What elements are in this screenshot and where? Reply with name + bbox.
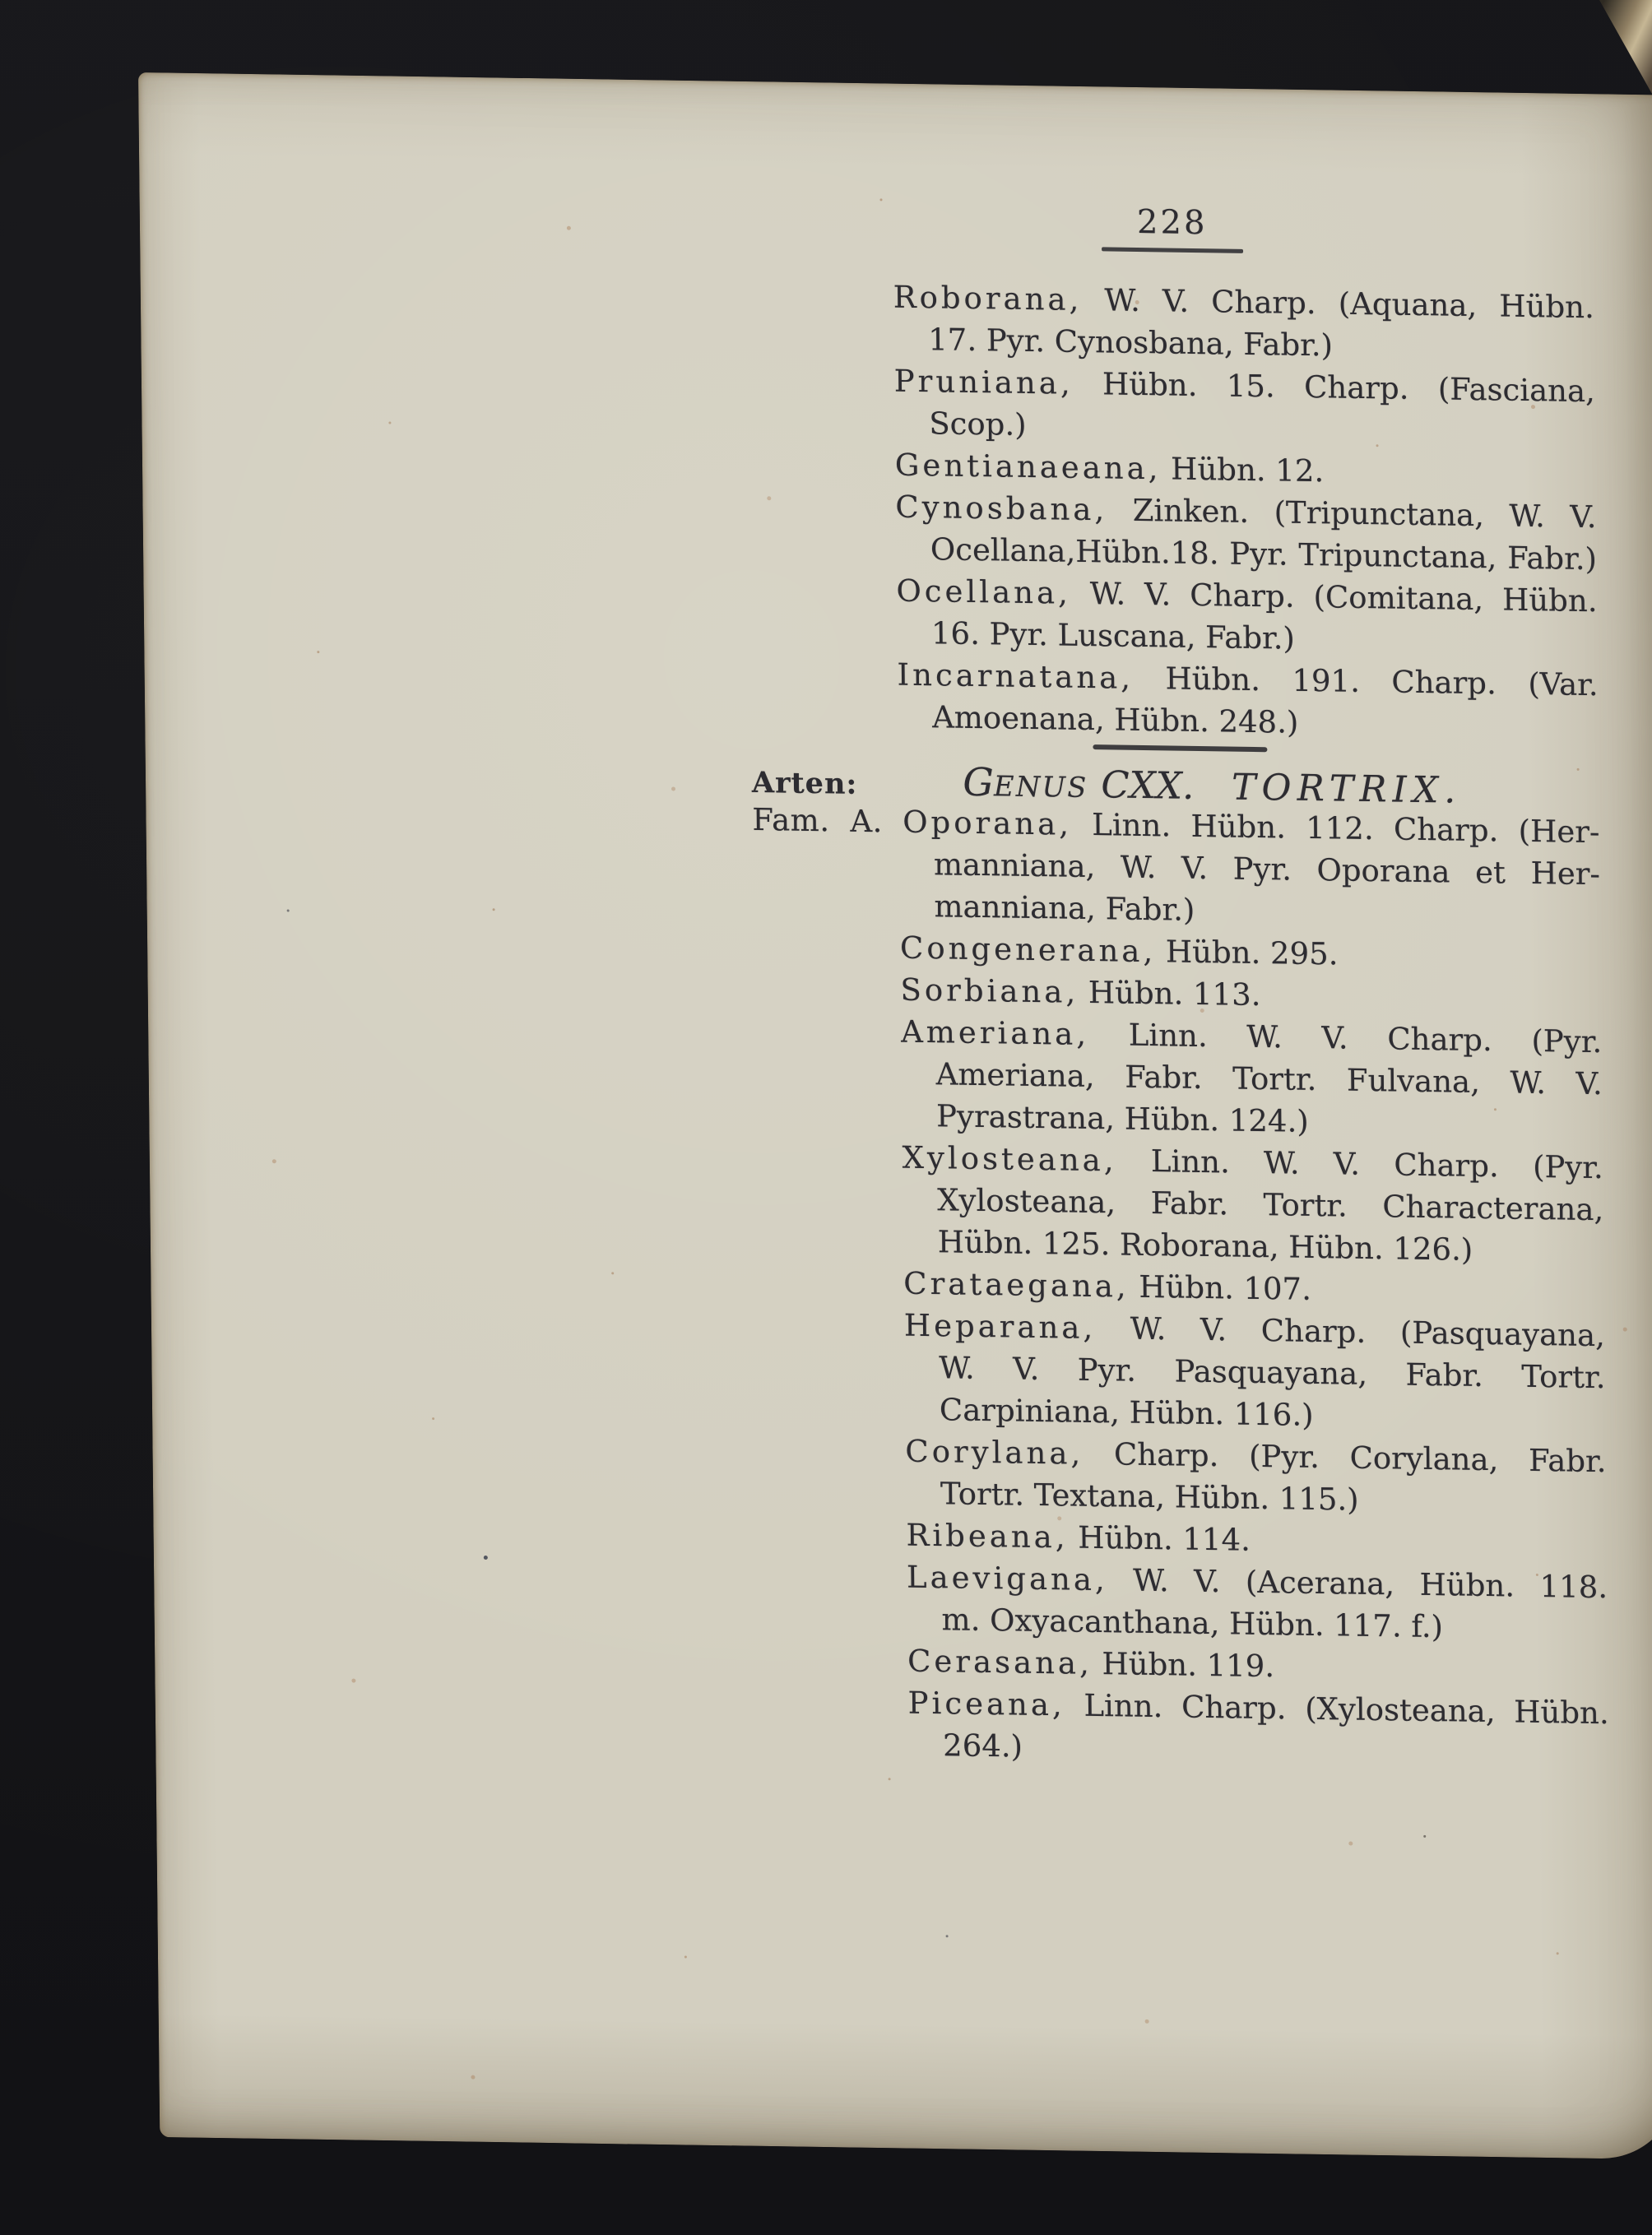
species-references: Hübn. 107. — [1139, 1268, 1312, 1307]
species-name: Corylana, — [905, 1433, 1084, 1472]
species-name: Oporana, — [902, 804, 1073, 842]
page-number: 228 — [1136, 202, 1208, 243]
species-references: W. V. Charp. (Comitana, Hübn. — [1089, 576, 1598, 619]
species-name: Crataegana, — [903, 1265, 1130, 1305]
species-references: Hübn. 295. — [1165, 934, 1339, 972]
genus-number: CXX. — [1101, 763, 1195, 808]
species-name: Incarnatana, — [897, 656, 1135, 696]
entry-continuation: m. Oxyacanthana, Hübn. 117. f.) — [941, 1602, 1444, 1645]
species-name: Cynosbana, — [895, 489, 1108, 528]
species-name: Congenerana, — [899, 930, 1157, 970]
entry-continuation: Carpiniana, Hübn. 116.) — [939, 1392, 1314, 1433]
species-name: Roborana, — [893, 279, 1083, 318]
species-references: Zinken. (Tripunctana, W. V. — [1132, 492, 1597, 536]
entry-continuation: Ocellana,Hübn.18. Pyr. Tripunctana, Fabr.) — [930, 531, 1598, 577]
species-references: Linn. Hübn. 112. Charp. (Her- — [1092, 807, 1600, 851]
species-name: Gentianaeana, — [894, 447, 1162, 487]
species-references: Hübn. 191. Charp. (Var. — [1165, 661, 1599, 703]
species-name: Heparana, — [903, 1307, 1097, 1347]
genus-name: TORTRIX. — [1231, 766, 1462, 812]
species-references: W. V. (Acerana, Hübn. 118. — [1133, 1562, 1608, 1606]
entry-continuation: W. V. Pyr. Pasquayana, Fabr. Tortr. — [939, 1350, 1606, 1396]
page-number-rule — [1102, 247, 1243, 253]
species-references: Linn. W. V. Charp. (Pyr. — [1150, 1143, 1603, 1186]
entry-continuation: Pyrastrana, Hübn. 124.) — [935, 1098, 1309, 1139]
species-references: Linn. Charp. (Xylosteana, Hübn. — [1084, 1687, 1609, 1732]
species-name: Ocellana, — [896, 573, 1072, 611]
margin-label-arten: Arten: — [751, 765, 858, 801]
species-references: Hübn. 119. — [1102, 1646, 1275, 1685]
species-name: Ameriana, — [900, 1013, 1090, 1052]
page-number-block — [1093, 202, 1251, 253]
species-references: W. V. Charp. (Pasquayana, — [1130, 1310, 1606, 1354]
entry-continuation: Hübn. 125. Roborana, Hübn. 126.) — [937, 1224, 1473, 1268]
species-name: Xylosteana, — [902, 1139, 1117, 1179]
species-name: Ribeana, — [906, 1517, 1069, 1556]
entries-top-section — [893, 276, 1599, 749]
entry-continuation: 264.) — [942, 1727, 1023, 1764]
genus-word: ENUS — [993, 770, 1088, 805]
species-name: Pruniana, — [893, 363, 1074, 401]
species-references: Charp. (Pyr. Corylana, Fabr. — [1113, 1436, 1607, 1480]
species-name: Laevigana, — [906, 1559, 1108, 1598]
species-references: W. V. Charp. (Aquana, Hübn. — [1104, 282, 1594, 326]
family-label: Fam. A. — [752, 801, 884, 840]
species-references: Hübn. 15. Charp. (Fasciana, — [1102, 366, 1596, 410]
species-references: Hübn. 12. — [1170, 451, 1325, 489]
species-references: Linn. W. V. Charp. (Pyr. — [1128, 1017, 1603, 1060]
entry-continuation: Xylosteana, Fabr. Tortr. Characterana, — [936, 1182, 1604, 1228]
entry-continuation: manniana, Fabr.) — [934, 888, 1195, 928]
species-name: Piceana, — [907, 1685, 1065, 1723]
entry-line — [752, 799, 1600, 853]
entry-continuation: 17. Pyr. Cynosbana, Fabr.) — [928, 322, 1334, 364]
entry-continuation: Amoenana, Hübn. 248.) — [931, 699, 1299, 740]
section-separator-rule — [1093, 744, 1267, 752]
genus-word-initial: G — [963, 759, 995, 806]
entry-continuation: 16. Pyr. Luscana, Fabr.) — [930, 615, 1296, 656]
species-name: Sorbiana, — [900, 971, 1079, 1010]
entry-continuation: Ameriana, Fabr. Tortr. Fulvana, W. V. — [935, 1056, 1603, 1102]
entries-genus-section — [752, 801, 1609, 1777]
entry-continuation: Scop.) — [929, 406, 1027, 443]
species-references: Hübn. 114. — [1078, 1519, 1251, 1558]
entry-continuation: Tortr. Textana, Hübn. 115.) — [940, 1476, 1359, 1518]
species-references: Hübn. 113. — [1088, 974, 1261, 1013]
species-name: Cerasana, — [907, 1643, 1093, 1681]
book-page — [138, 72, 1652, 2159]
entry-continuation: manniana, W. V. Pyr. Oporana et Her- — [933, 846, 1601, 893]
page-content — [138, 72, 1652, 2159]
heading-gap — [857, 794, 963, 795]
